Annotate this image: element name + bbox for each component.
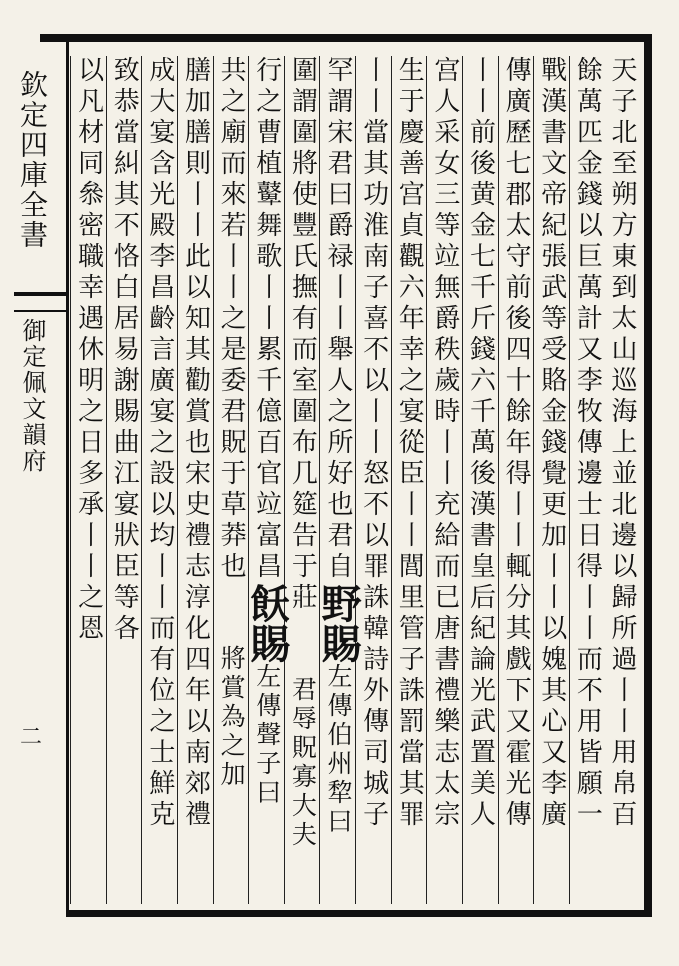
fold-band xyxy=(0,0,66,966)
frame-bottom-border xyxy=(66,910,652,917)
headword-ye-ci: 野賜 xyxy=(315,583,362,663)
column-10-text: 圍謂圍將使豐氏撫有而室圍布几筵告于莊 xyxy=(287,56,318,614)
text-column-15: 致恭當糾其不恪白居易謝賜曲江宴狀臣等各 xyxy=(106,56,142,904)
text-column-8: 丨丨當其功淮南子喜不以丨丨怒不以罪誅韓詩外傳司城子 xyxy=(355,56,391,904)
entry-continuation-2: 將賞為之加 xyxy=(217,645,247,790)
text-column-11 xyxy=(243,56,291,904)
fold-title: 欽定四庫全書 xyxy=(16,70,49,250)
fold-book-title: 御定佩文韻府 xyxy=(18,318,46,474)
headword-yu-ci-gloss: 左傳聲子曰 xyxy=(252,663,282,808)
frame-top-border xyxy=(40,34,652,42)
text-column-1: 天子北至朔方東到太山巡海上並北邊以歸所過丨丨用帛百 xyxy=(607,56,637,831)
column-9-text: 罕謂宋君曰爵禄丨丨舉人之所好也君自 xyxy=(323,56,353,583)
text-column-3: 戰漢書文帝紀張武等受賂金錢覺更加丨丨以媿其心又李廣 xyxy=(533,56,569,904)
frame-right-border xyxy=(644,34,652,917)
text-column-6: 宫人采女三等竝無爵秩歲時丨丨充給而已唐書禮樂志太宗 xyxy=(426,56,462,904)
column-12-text: 共之廟而來若丨丨之是委君貺于草莽也 xyxy=(216,56,247,583)
text-column-2: 餘萬匹金錢以巨萬計又李牧傳邊士日得丨丨而不用皆願一 xyxy=(569,56,605,904)
text-column-4: 傳廣歷七郡太守前後四十餘年得丨丨輒分其戲下又霍光傳 xyxy=(498,56,534,904)
text-column-5: 丨丨前後黄金七千斤錢六千萬後漢書皇后紀論光武置美人 xyxy=(462,56,498,904)
fishtail-mark xyxy=(14,292,66,312)
headword-ye-ci-gloss: 左傳伯州犂曰 xyxy=(324,663,353,837)
frame-left-border xyxy=(66,42,69,912)
text-column-9 xyxy=(315,56,362,904)
entry-continuation-1: 君辱貺寡大夫 xyxy=(288,676,318,850)
text-column-7: 生于慶善宫貞觀六年幸之宴從臣丨丨閭里管子誅罰當其罪 xyxy=(391,56,427,904)
column-11-text: 行之曹植鼙舞歌丨丨累千億百官竝富昌 xyxy=(251,56,282,583)
text-column-10 xyxy=(284,56,320,904)
text-column-12 xyxy=(213,56,249,904)
text-column-16: 以凡材同叅密職幸遇休明之日多承丨丨之恩 xyxy=(70,56,106,904)
page-number: 二 xyxy=(19,725,42,750)
text-column-13: 膳加膳則丨丨此以知其勸賞也宋史禮志淳化四年以南郊禮 xyxy=(177,56,213,904)
headword-yu-ci: 飫賜 xyxy=(243,583,291,663)
text-column-14: 成大宴含光殿李昌齡言廣宴之設以均丨丨而有位之士鮮克 xyxy=(141,56,177,904)
